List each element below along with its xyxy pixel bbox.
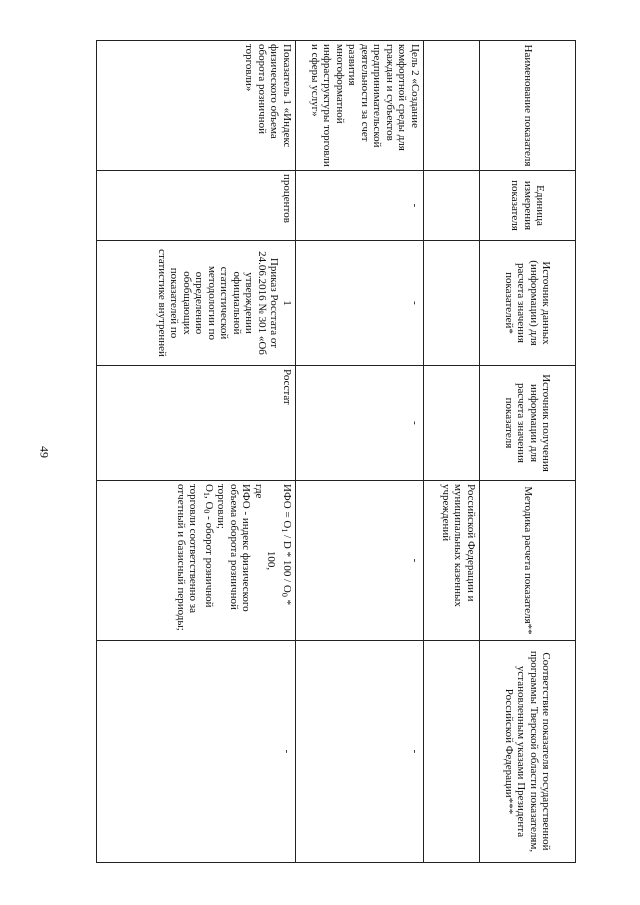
methodology-cell — [97, 481, 296, 641]
source-number: 1 — [281, 300, 293, 306]
goal-name-cell: Цель 2 «Создание комфортной среды для граждан и субъектов предпринимательской деятельности за счет развития многоформатной инфраструктуры торговли и сферы услуг» — [296, 41, 424, 171]
def-subscript: 1 — [202, 491, 211, 496]
table-row — [424, 41, 480, 863]
compliance-cell: - — [97, 641, 296, 863]
cell: - — [296, 481, 424, 641]
formula-subscript: 1 — [280, 528, 289, 533]
cell: - — [296, 171, 424, 241]
cell — [424, 171, 480, 241]
indicators-table — [96, 40, 576, 863]
indicator-name-cell: Показатель 1 «Индекс физического объема оборота розничной торговли» — [97, 41, 296, 171]
cell: - — [296, 366, 424, 481]
def-separator: , О — [203, 495, 215, 510]
where-label: где — [253, 484, 265, 499]
header-indicator-name: Наименование показателя — [480, 41, 576, 171]
cell — [424, 366, 480, 481]
table-rotator — [96, 40, 576, 862]
def-text: - оборот розничной торговли соответственно за отчетный и базисный периоды; — [175, 484, 215, 631]
formula-part: * — [281, 596, 293, 606]
formula-continuation: 100, — [265, 550, 278, 571]
definition-turnover — [175, 484, 216, 637]
header-info-source: Источник получения информации для расчета значения показателя — [480, 366, 576, 481]
cell: - — [296, 241, 424, 366]
def-symbol: О — [203, 484, 215, 492]
header-methodology: Методика расчета показателя** — [480, 481, 576, 641]
formula-part: ИФО = О — [281, 484, 293, 529]
table-row — [97, 41, 296, 863]
header-compliance: Соответствие показателя государственной программы Тверской области показателям, установленным указами Президента Российской Федерации*** — [480, 641, 576, 863]
cell: Российской Федерации и муниципальных казенных учреждений — [424, 481, 480, 641]
cell — [424, 241, 480, 366]
data-source-cell — [97, 241, 296, 366]
definition-ifo: ИФО - индекс физического объема оборота розничной торговли; — [215, 484, 253, 612]
table-header-row — [480, 41, 576, 863]
cell — [424, 641, 480, 863]
header-unit: Единица измерения показателя — [480, 171, 576, 241]
source-text: Приказ Росстата от 24.06.2016 № 301 «Об утверждении официальной статистической методологии по определению обобщающих показателей по статистике внутренней — [156, 249, 281, 357]
info-source-cell: Росстат — [97, 366, 296, 481]
header-data-source: Источник данных (информации) для расчета значения показателей* — [480, 241, 576, 366]
def-subscript: 0 — [202, 509, 211, 514]
formula-part: / D * 100 / О — [281, 532, 293, 593]
formula — [278, 484, 294, 637]
page-number: 49 — [37, 446, 52, 458]
cell: - — [296, 641, 424, 863]
formula-subscript: 0 — [280, 592, 289, 597]
unit-cell: процентов — [97, 171, 296, 241]
cell — [424, 41, 480, 171]
table-row — [296, 41, 424, 863]
